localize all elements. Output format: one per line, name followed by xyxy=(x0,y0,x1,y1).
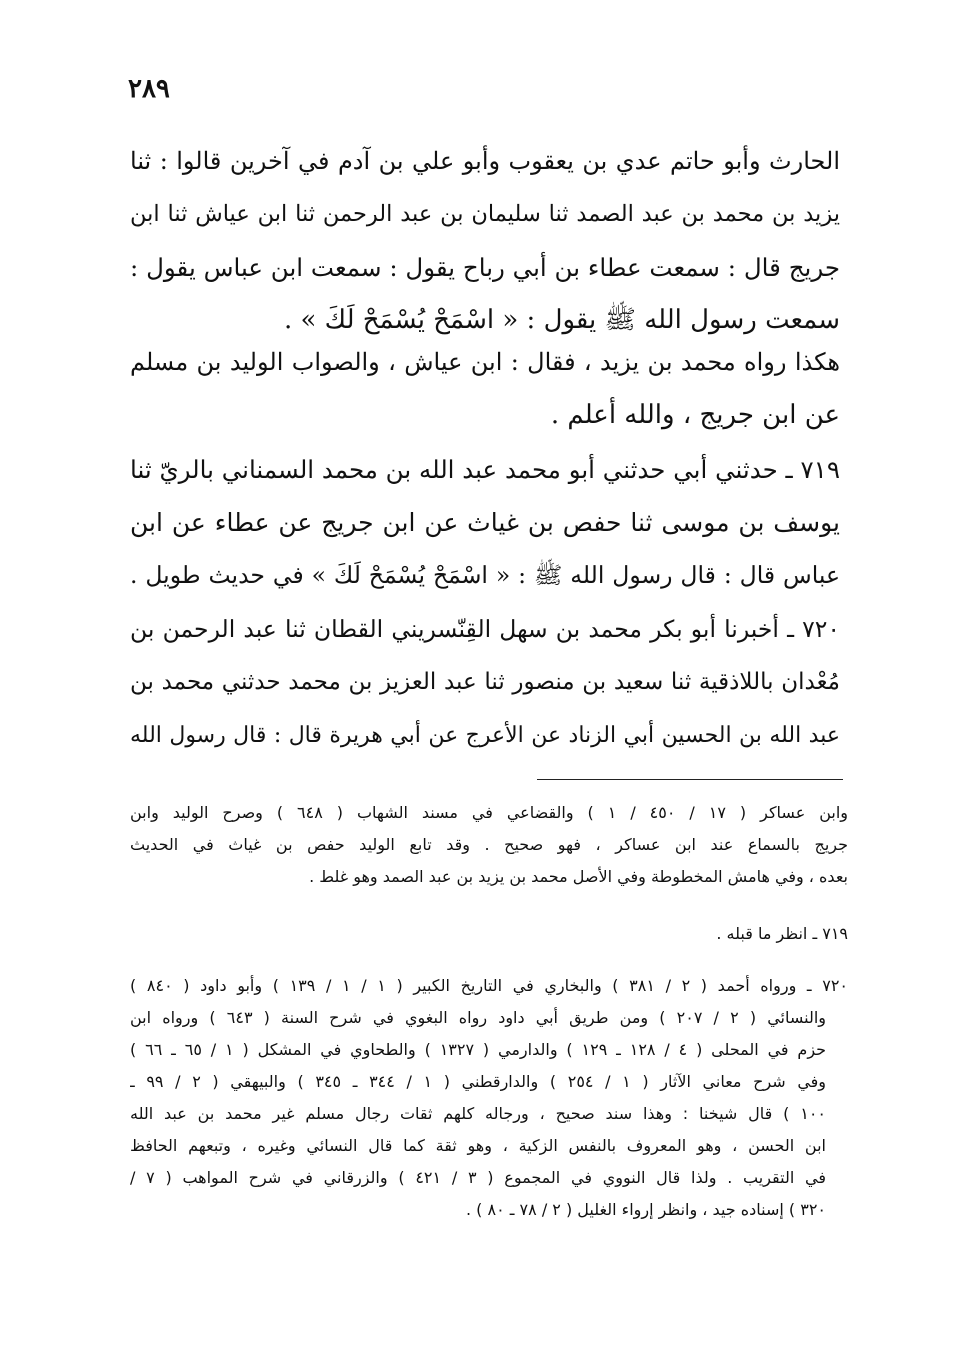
text-line: مُعْدان باللاذقية ثنا سعيد بن منصور ثنا عبد العزيز بن محمد حدثني محمد بن xyxy=(130,669,840,695)
footnote-line: وفي شرح معاني الآثار ( ١ / ٢٥٤ ) والدارقطني ( ١ / ٣٤٤ ـ ٣٤٥ ) والبيهقي ( ٢ / ٩٩ ـ xyxy=(130,1072,827,1091)
text-line: ٧٢٠ ـ أخبرنا أبو بكر محمد بن سهل القِنّسريني القطان ثنا عبد الرحمن بن xyxy=(130,615,840,643)
page-number: ٢٨٩ xyxy=(128,74,170,104)
footnote-line: وابن عساكر ( ١٧ / ٤٥٠ / ١ ) والقضاعي في مسند الشهاب ( ٦٤٨ ) وصرح الوليد وابن xyxy=(130,803,848,822)
text-line: يزيد بن محمد بن عبد الصمد ثنا سليمان بن عبد الرحمن ثنا ابن عياش ثنا ابن xyxy=(130,201,840,227)
footnote-line: بعده ، وفي هامش المخطوطة وفي الأصل محمد بن يزيد بن عبد الصمد وهو غلط . xyxy=(309,867,848,886)
text-line: عبد الله بن الحسين أبي الزناد عن الأعرج عن أبي هريرة قال : قال رسول الله xyxy=(130,723,840,748)
text-line: عن ابن جريج ، والله أعلم . xyxy=(550,400,840,430)
hadith-paragraph-719 xyxy=(130,443,840,602)
footnote-line: ٧١٩ ـ انظر ما قبله . xyxy=(716,924,848,943)
text-line: هكذا رواه محمد بن يزيد ، فقال : ابن عياش ، والصواب الوليد بن مسلم xyxy=(130,348,840,376)
footnote-line: ٣٢٠ ) إسناده جيد ، وانظر إرواء الغليل ( ٢ / ٧٨ ـ ٨٠ ) . xyxy=(466,1200,826,1219)
hadith-paragraph-720 xyxy=(130,603,840,762)
footnote-719 xyxy=(130,918,848,950)
text-line: ٧١٩ ـ حدثني أبي حدثني أبو محمد عبد الله بن محمد السمناني بالريّ ثنا xyxy=(130,455,840,484)
text-line: جريج قال : سمعت عطاء بن أبي رباح يقول : سمعت ابن عباس يقول : xyxy=(130,253,840,282)
footnote-720 xyxy=(130,970,848,1226)
text-line: الحارث وأبو حاتم عدي بن يعقوب وأبو علي بن آدم في آخرين قالوا : ثنا xyxy=(130,147,840,175)
footnote-line: والنسائي ( ٢ / ٢٠٧ ) ومن طريق أبي داود رواه البغوي في شرح السنة ( ٦٤٣ ) ورواه ابن xyxy=(130,1008,827,1027)
footnote-divider xyxy=(537,779,843,780)
text-line: يوسف بن موسى ثنا حفص بن غياث عن ابن جريج عن عطاء عن ابن xyxy=(130,508,840,537)
text-line: عباس قال : قال رسول الله ﷺ : « اسْمَحْ يُسْمَحْ لَكَ » في حديث طويل . xyxy=(130,561,840,589)
footnote-continuation xyxy=(130,797,848,893)
main-paragraph xyxy=(130,336,840,442)
footnote-line: ١٠٠ ) قال شيخنا : وهذا سند صحيح ، ورجاله كلهم ثقات رجال مسلم غير محمد بن عبد الله xyxy=(130,1104,826,1123)
footnote-line: في التقريب . ولذا قال النووي في المجموع ( ٣ / ٤٢١ ) والزرقاني في شرح المواهب ( ٧ / xyxy=(130,1168,826,1187)
footnote-line: ٧٢٠ ـ ورواه أحمد ( ٢ / ٣٨١ ) والبخاري في التاريخ الكبير ( ١ / ١ / ١٣٩ ) وأبو داود ( ٨٤٠ ) xyxy=(130,976,848,995)
footnote-line: ابن الحسن ، وهو المعروف بالنفس الزكية ، وهو ثقة كما قال النسائي وغيره ، وتبعهم الحافظ xyxy=(130,1136,826,1155)
footnote-line: حزم في المحلى ( ٤ / ١٢٨ ـ ١٢٩ ) والدارمي ( ١٣٢٧ ) والطحاوي في المشكل ( ١ / ٦٥ ـ ٦٦ ) xyxy=(130,1040,827,1059)
text-line: سمعت رسول الله ﷺ يقول : « اسْمَحْ يُسْمَحْ لَكَ » . xyxy=(283,305,840,335)
footnote-line: جريج بالسماع عند ابن عساكر ، فهو صحيح . وقد تابع الوليد حفص بن غياث في الحديث xyxy=(130,835,848,854)
main-paragraph xyxy=(130,135,840,347)
